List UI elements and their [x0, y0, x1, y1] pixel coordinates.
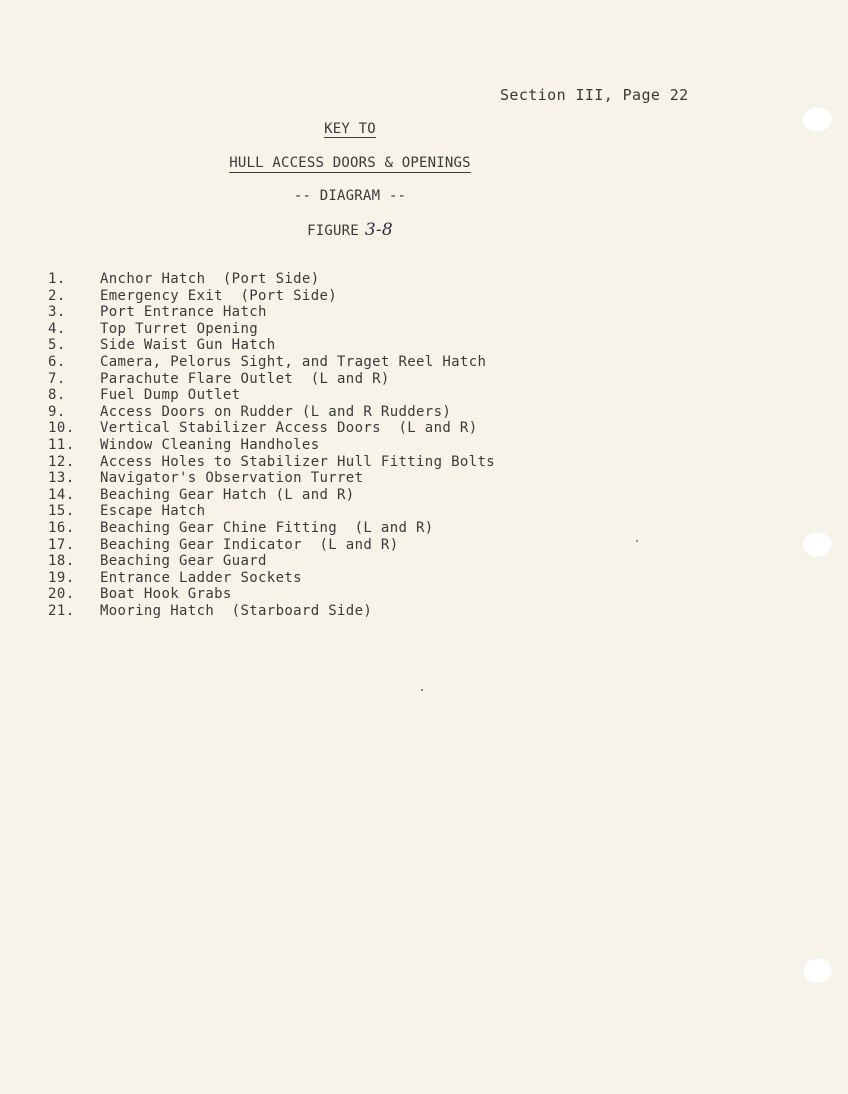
punch-hole	[802, 531, 832, 557]
item-number: 5.	[48, 337, 66, 354]
item-text: Emergency Exit (Port Side)	[100, 287, 338, 304]
list-item	[48, 520, 495, 537]
item-number: 10.	[48, 420, 75, 437]
item-text: Entrance Ladder Sockets	[100, 569, 302, 586]
list-item	[48, 570, 495, 587]
item-number: 15.	[48, 503, 75, 520]
list-item	[48, 404, 495, 421]
item-number: 12.	[48, 453, 75, 470]
item-text: Anchor Hatch (Port Side)	[100, 271, 320, 287]
item-text: Navigator's Observation Turret	[100, 470, 364, 487]
key-to-text: KEY TO	[324, 121, 376, 137]
item-text: Fuel Dump Outlet	[100, 387, 241, 404]
punch-hole	[802, 106, 832, 132]
list-item	[48, 470, 495, 487]
item-text: Beaching Gear Guard	[100, 553, 267, 570]
item-number: 4.	[48, 320, 66, 337]
figure-number-handwritten: 3-8	[364, 220, 393, 240]
figure-caption	[0, 220, 700, 240]
list-item	[48, 288, 495, 305]
diagram-label	[0, 188, 700, 204]
list-item	[48, 437, 495, 454]
item-text: Window Cleaning Handholes	[100, 436, 320, 453]
list-item	[48, 603, 495, 620]
list-item	[48, 487, 495, 504]
item-text: Port Entrance Hatch	[100, 304, 267, 321]
item-number: 2.	[48, 287, 66, 304]
item-number: 3.	[48, 304, 66, 321]
list-item	[48, 454, 495, 471]
list-item	[48, 553, 495, 570]
item-number: 16.	[48, 519, 75, 536]
list-item	[48, 387, 495, 404]
item-text: Top Turret Opening	[100, 320, 259, 337]
list-item	[48, 586, 495, 603]
list-item	[48, 537, 495, 554]
item-number: 8.	[48, 387, 66, 404]
item-text: Access Doors on Rudder (L and R Rudders)	[100, 403, 452, 420]
item-text: Boat Hook Grabs	[100, 586, 232, 603]
item-number: 19.	[48, 569, 75, 586]
item-number: 21.	[48, 602, 75, 619]
punch-hole	[802, 957, 832, 983]
item-number: 1.	[48, 271, 66, 287]
figure-label: FIGURE	[307, 223, 359, 239]
list-item	[48, 271, 495, 288]
item-text: Access Holes to Stabilizer Hull Fitting Bolts	[100, 453, 496, 470]
item-number: 11.	[48, 436, 75, 453]
paper-speck	[421, 689, 423, 691]
list-item	[48, 321, 495, 338]
item-number: 7.	[48, 370, 66, 387]
item-number: 17.	[48, 536, 75, 553]
item-text: Beaching Gear Chine Fitting (L and R)	[100, 519, 434, 536]
document-title	[0, 155, 700, 171]
item-text: Parachute Flare Outlet (L and R)	[100, 370, 390, 387]
item-text: Beaching Gear Hatch (L and R)	[100, 486, 355, 503]
item-number: 13.	[48, 470, 75, 487]
title-text: HULL ACCESS DOORS & OPENINGS	[229, 155, 471, 171]
section-page-label: Section III, Page 22	[500, 86, 689, 104]
list-item	[48, 503, 495, 520]
item-text: Camera, Pelorus Sight, and Traget Reel Hatch	[100, 353, 487, 370]
item-text: Beaching Gear Indicator (L and R)	[100, 536, 399, 553]
item-text: Mooring Hatch (Starboard Side)	[100, 602, 373, 619]
paper-speck	[636, 540, 638, 542]
list-item	[48, 420, 495, 437]
item-number: 6.	[48, 353, 66, 370]
item-text: Vertical Stabilizer Access Doors (L and R)	[100, 420, 478, 437]
item-number: 9.	[48, 403, 66, 420]
list-item	[48, 337, 495, 354]
item-number: 20.	[48, 586, 75, 603]
list-item	[48, 354, 495, 371]
item-number: 18.	[48, 553, 75, 570]
diagram-text: -- DIAGRAM --	[293, 188, 407, 204]
list-item	[48, 371, 495, 388]
key-to-heading	[0, 121, 700, 137]
key-list	[48, 271, 495, 619]
item-number: 14.	[48, 486, 75, 503]
item-text: Side Waist Gun Hatch	[100, 337, 276, 354]
list-item	[48, 304, 495, 321]
item-text: Escape Hatch	[100, 503, 206, 520]
